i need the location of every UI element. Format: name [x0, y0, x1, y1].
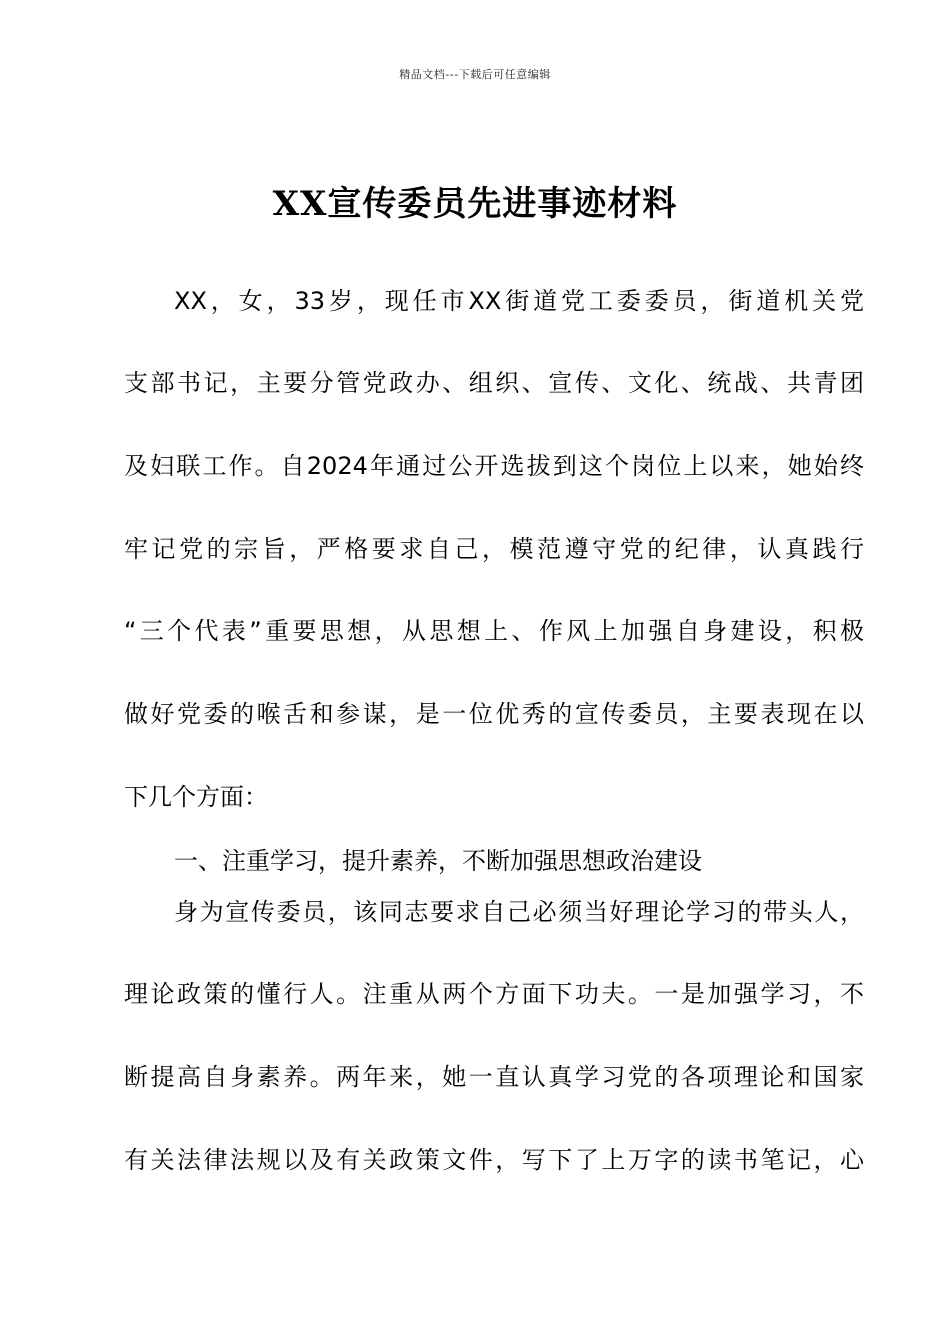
text-line: 做好党委的喉舌和参谋，是一位优秀的宣传委员，主要表现在以: [124, 700, 864, 728]
text-line: 断提高自身素养。两年来，她一直认真学习党的各项理论和国家: [124, 1063, 864, 1091]
document-title: XX宣传委员先进事迹材料: [272, 184, 678, 224]
text-line: XX，女，33岁，现任市XX街道党工委委员，街道机关党: [174, 287, 864, 315]
text-line: 牢记党的宗旨，严格要求自己，模范遵守党的纪律，认真践行: [124, 535, 864, 563]
section-heading: 一、注重学习，提升素养，不断加强思想政治建设: [174, 847, 702, 875]
text-line: 及妇联工作。自2024年通过公开选拔到这个岗位上以来，她始终: [124, 452, 864, 480]
header-note: 精品文档---下载后可任意编辑: [399, 68, 551, 81]
text-line: 有关法律法规以及有关政策文件，写下了上万字的读书笔记，心: [124, 1146, 864, 1174]
text-line: 支部书记，主要分管党政办、组织、宣传、文化、统战、共青团: [124, 369, 864, 397]
text-line: 下几个方面：: [124, 783, 268, 811]
text-line: 身为宣传委员，该同志要求自己必须当好理论学习的带头人，: [174, 898, 864, 926]
text-line: “三个代表”重要思想，从思想上、作风上加强自身建设，积极: [124, 617, 864, 645]
text-line: 理论政策的懂行人。注重从两个方面下功夫。一是加强学习，不: [124, 980, 864, 1008]
